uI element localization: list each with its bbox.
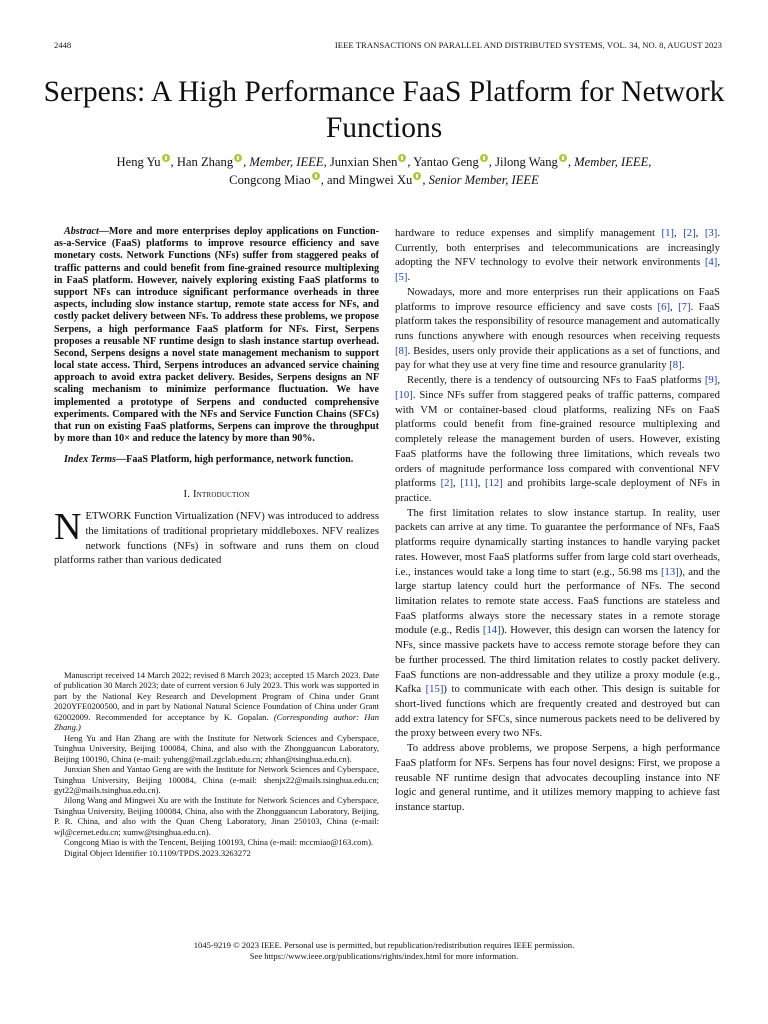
orcid-icon[interactable] [162, 154, 170, 162]
footnote: Junxian Shen and Yantao Geng are with the Institute for Network Sciences and Cyberspace, Tsinghua University, Beijing 100084, China (e-mail: shenjx22@mails.tsinghua.edu.cn; gyt22@mails.tsinghua.edu.cn). [54, 764, 379, 795]
citation-link[interactable]: [8] [395, 344, 408, 357]
citation-link[interactable]: [9] [704, 374, 718, 387]
footnote: Manuscript received 14 March 2022; revised 8 March 2023; accepted 15 March 2023. Date of publication 30 March 2023; date of current version 6 July 2023. This work was supported in part by the National Key Research and Development Program of China under Grant 2020YFE0200500, and in part by National Natural Science Foundation of China under Grant 62002009. Recommended for acceptance by K. Gopalan. (Corresponding author: Han Zhang.) [54, 670, 379, 733]
author-role: Senior Member, IEEE [428, 173, 539, 187]
author-role: Member, IEEE [249, 155, 324, 169]
index-terms-text: —FaaS Platform, high performance, network function. [116, 454, 354, 466]
citation-link[interactable]: [3] [704, 227, 718, 239]
body-paragraph: Recently, there is a tendency of outsourcing NFs to FaaS platforms [9], [10]. Since NFs suffer from staggered peaks of traffic patterns, compared with VM or container-based cloud platforms, realizing NFs on FaaS platforms could benefit from fine-grained resource multiplexing and completely release the management burden of users. However, existing FaaS platforms have the following three limitations, which reveals two orders of magnitude performance loss compared with conventional NFV platforms [2], [11], [12] and prohibits large-scale deployment of NFs in practice. [395, 374, 721, 504]
author-name: Mingwei Xu [348, 173, 413, 187]
citation-link[interactable]: [2] [440, 477, 454, 490]
index-terms-label: Index Terms [64, 454, 117, 466]
citation-link[interactable]: [12] [485, 477, 503, 490]
footnote: Heng Yu and Han Zhang are with the Institute for Network Sciences and Cyberspace, Tsinghua University, Beijing 100084, China, and also with the Zhongguancun Laboratory, Beijing 100190, China (e-mail: yuheng@mail.zgclab.edu.cn; zhhan@tsinghua.edu.cn). [54, 732, 379, 764]
citation-link[interactable]: [6] [657, 300, 671, 313]
author-name: Heng Yu [116, 155, 161, 169]
index-terms [54, 454, 379, 466]
section-heading: I. Introduction [183, 487, 250, 500]
citation-link[interactable]: [15] [425, 683, 444, 696]
intro-text: ETWORK Function Virtualization (NFV) was introduced to address the limitations of traditional proprietary middleboxes. NFV realizes network functions (NFs) in software and runs them on cloud platforms rather than various dedicated [54, 510, 379, 567]
citation-link[interactable]: [4] [704, 256, 718, 269]
intro-paragraph [54, 506, 379, 568]
orcid-icon[interactable] [398, 154, 406, 162]
corresponding-author: (Corresponding author: Han Zhang.) [54, 711, 379, 733]
paper-title: Serpens: A High Performance FaaS Platform for Network Functions [43, 76, 725, 144]
citation-link[interactable]: [8] [669, 359, 682, 372]
citation-link[interactable]: [7] [678, 300, 691, 313]
citation-link[interactable]: [14] [482, 624, 501, 637]
author-name: Junxian Shen [329, 155, 398, 169]
copyright-notice [0, 940, 768, 962]
rights-link-line: See https://www.ieee.org/publications/rights/index.html for more information. [249, 951, 519, 961]
orcid-icon[interactable] [312, 172, 320, 180]
footnotes [54, 670, 379, 858]
citation-link[interactable]: [13] [660, 565, 679, 578]
citation-link[interactable]: [10] [395, 388, 413, 401]
orcid-icon[interactable] [480, 154, 488, 162]
orcid-icon[interactable] [413, 172, 421, 180]
drop-cap: N [54, 506, 82, 549]
author-name: Congcong Miao [229, 173, 311, 187]
abstract-label: Abstract [64, 226, 99, 237]
author-role: Member, IEEE [574, 155, 649, 169]
left-column [54, 226, 379, 568]
citation-link[interactable]: [2] [683, 227, 696, 239]
body-paragraph: The first limitation relates to slow instance startup. In reality, user packets can arrive at any time. To guarantee the performance of NFs, FaaS platforms require dynamically starting instances to handle varying packet rates. However, most FaaS platforms suffer from large cold start overheads, i.e., instances would take a long time to start (e.g., 56.98 ms [13]), and the large startup latency could hurt the performance of NFs. The second limitation relates to remote state access. FaaS functions are stateless and FaaS platforms always store the necessary states in a remote storage module (e.g., Redis [14]). However, this design can worsen the latency for NFs, since massive packets have to access remote storage before they can be further processed. The third limitation relates to costly packet delivery. FaaS functions are non-addressable and they utilize a proxy module (e.g., Kafka [15]) to communicate with each other. This design is suitable for short-lived functions which are frequently created and destroyed but can add extra latency for SFCs, since numerous packets need to be delivered by the proxy between every two NFs. [395, 506, 721, 740]
author-list: Heng Yu , Han Zhang , Member, IEEE, Junxian Shen , Yantao Geng , Jilong Wang , Member, IEEE, Congcong Miao , and Mingwei Xu , Senior Member, IEEE [116, 155, 652, 187]
abstract [54, 226, 379, 445]
author-name: Jilong Wang [495, 155, 558, 169]
author-name: Han Zhang [176, 155, 234, 169]
footnote: Congcong Miao is with the Tencent, Beijing 100193, China (e-mail: mccmiao@163.com). [64, 837, 374, 848]
body-paragraph: Nowadays, more and more enterprises run their applications on FaaS platforms to improve resource efficiency and save costs [6], [7]. FaaS platform takes the responsibility of resource management and automatically runs functions anywhere with enough resources when receiving requests [8]. Besides, users only provide their applications as a set of functions, and pay for what they use at very fine time and resource granularity [8]. [395, 285, 721, 372]
citation-link[interactable]: [11] [460, 477, 478, 490]
doi-footnote: Digital Object Identifier 10.1109/TPDS.2023.3263272 [64, 847, 251, 858]
page-number: 2448 [54, 40, 72, 50]
journal-name: IEEE TRANSACTIONS ON PARALLEL AND DISTRIBUTED SYSTEMS, VOL. 34, NO. 8, AUGUST 2023 [334, 40, 722, 50]
abstract-text: —More and more enterprises deploy applications on Function-as-a-Service (FaaS) platforms to improve resource efficiency and save monetary costs. Network Functions (NFs) suffer from staggered peaks of traffic patterns and could benefit from fine-grained resource multiplexing in FaaS platform. However, naively exploring existing FaaS platforms to support NFs can introduce significant performance overheads in three aspects, including slow instance startup, remote state access for NFs, and costly packet delivery between NFs. To address these problems, we propose Serpens, a high performance FaaS platform for NFs. First, Serpens proposes a reusable NF runtime design to slash instance startup overhead. Second, Serpens designs a novel state management mechanism to support local state access. Third, Serpens introduces an advanced service chaining approach to avoid extra packet delivery. Besides, Serpens designs an NF scaling mechanism to minimize performance fluctuation. We have implemented a prototype of Serpens and conducted comprehensive experiments. Compared with the NFs and Service Function Chains (SFCs) that run on existing FaaS platforms, Serpens can improve the throughput by more than 10× and reduce the latency by more than 90%. [54, 226, 379, 445]
right-column [395, 226, 720, 815]
orcid-icon[interactable] [559, 154, 567, 162]
author-name: Yantao Geng [413, 155, 479, 169]
footnote: Jilong Wang and Mingwei Xu are with the Institute for Network Sciences and Cyberspace, Tsinghua University, Beijing 100084, China, also with the Zhongguancun Laboratory, Beijing, P. R. China, and also with the Quan Cheng Laboratory, Jinan 250103, China (e-mail: wjl@cernet.edu.cn; xumw@tsinghua.edu.cn). [54, 795, 379, 837]
body-paragraph: hardware to reduce expenses and simplify management [1], [2], [3]. Currently, both enterprises and telecommunications are increasingly adopting the NFV technology to evolve their network environments [4], [5]. [395, 227, 720, 284]
citation-link[interactable]: [5] [395, 271, 408, 284]
citation-link[interactable]: [1] [661, 227, 674, 239]
body-paragraph: To address above problems, we propose Serpens, a high performance FaaS platform for NFs. Serpens has four novel designs: First, we propose a reusable NF runtime design that advocates decoupling instance into NF logic and general runtime, and it utilizes memory mapping to achieve fast instance startup. [395, 742, 720, 814]
copyright-line: 1045-9219 © 2023 IEEE. Personal use is permitted, but republication/redistribution requires IEEE permission. [193, 940, 575, 950]
orcid-icon[interactable] [234, 154, 242, 162]
running-header [54, 40, 722, 52]
